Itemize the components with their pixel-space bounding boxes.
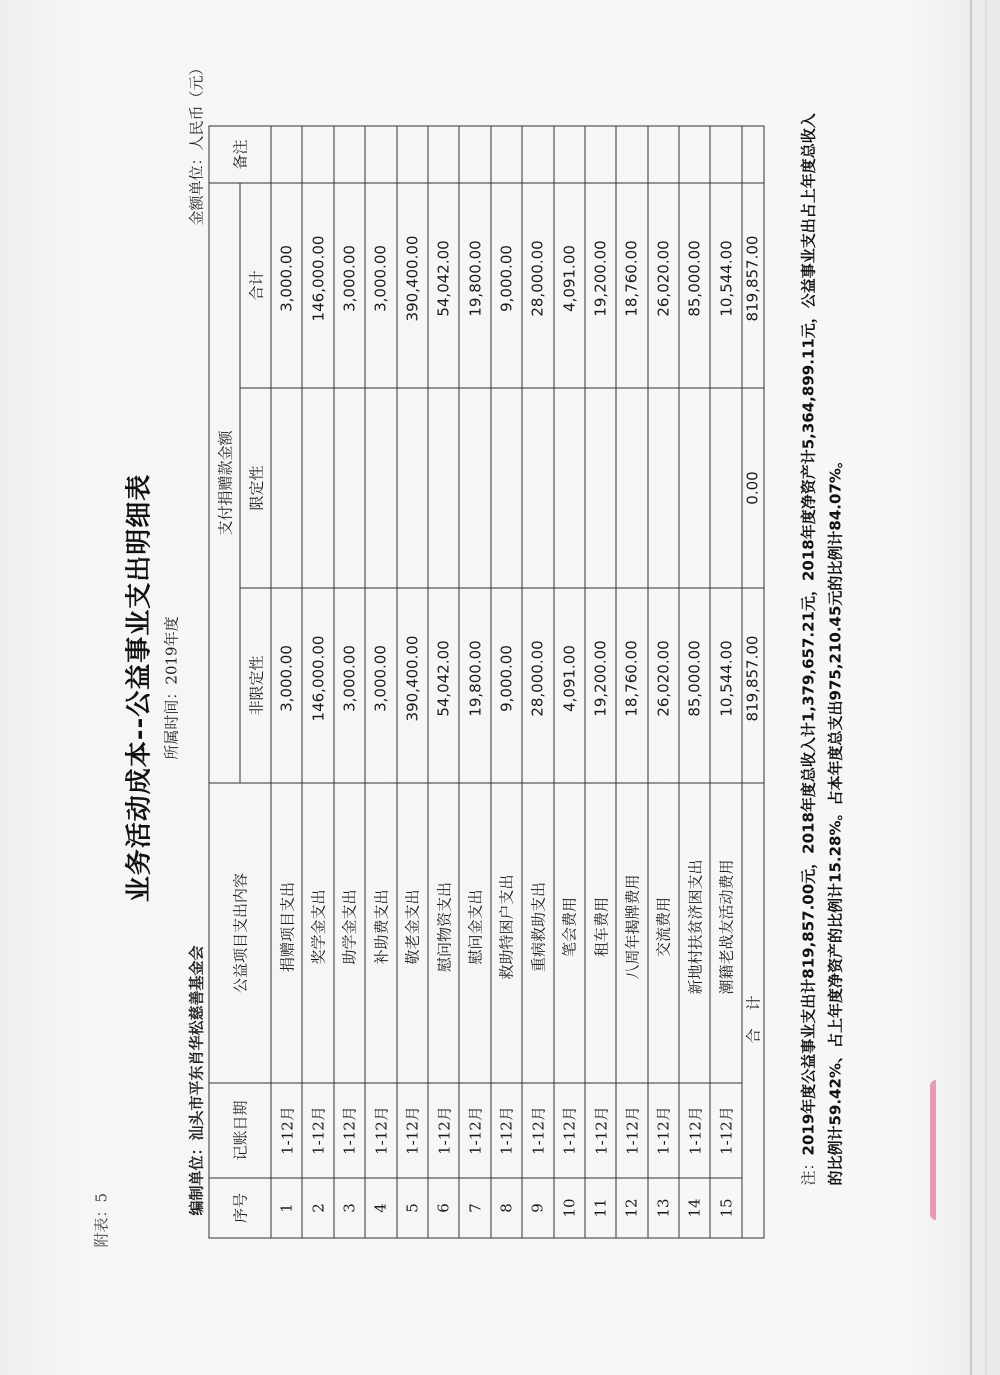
row-content: 助学金支出	[333, 783, 364, 1083]
row-total: 390,400.00	[396, 182, 427, 387]
row-date: 1-12月	[333, 1083, 364, 1178]
row-remark	[553, 125, 584, 182]
row-unrestricted: 4,091.00	[553, 588, 584, 783]
row-remark	[333, 125, 364, 182]
row-remark	[490, 125, 521, 182]
footnote	[795, 105, 849, 1185]
row-unrestricted: 54,042.00	[427, 588, 458, 783]
row-seq: 12	[616, 1178, 647, 1238]
header-seq: 序号	[209, 1178, 271, 1238]
row-date: 1-12月	[710, 1083, 741, 1178]
header-remark: 备注	[209, 125, 271, 182]
row-remark	[679, 125, 710, 182]
row-date: 1-12月	[679, 1083, 710, 1178]
row-seq: 9	[522, 1178, 553, 1238]
row-remark	[522, 125, 553, 182]
row-date: 1-12月	[647, 1083, 678, 1178]
row-content: 补助费支出	[365, 783, 396, 1083]
total-sum: 819,857.00	[741, 182, 763, 387]
row-date: 1-12月	[490, 1083, 521, 1178]
table-row	[616, 125, 647, 1237]
row-restricted	[710, 388, 741, 588]
row-content: 重病救助支出	[522, 783, 553, 1083]
row-restricted	[679, 388, 710, 588]
period-label: 所属时间：2019年度	[162, 615, 180, 760]
header-donation-group: 支付捐赠款金额	[209, 182, 240, 782]
row-unrestricted: 390,400.00	[396, 588, 427, 783]
row-unrestricted: 28,000.00	[522, 588, 553, 783]
row-restricted	[490, 388, 521, 588]
row-unrestricted: 85,000.00	[679, 588, 710, 783]
note-p7: 、占上年度净资产的比例计	[826, 882, 844, 1063]
note-v2: 1,379,657.21	[799, 610, 817, 722]
note-v3: 5,364,899.11	[799, 337, 817, 449]
table-row	[396, 125, 427, 1237]
row-seq: 11	[584, 1178, 615, 1238]
currency-unit-label: 金额单位：人民币（元）	[187, 59, 205, 225]
row-unrestricted: 18,760.00	[616, 588, 647, 783]
header-unrestricted: 非限定性	[240, 588, 271, 783]
row-content: 奖学金支出	[302, 783, 333, 1083]
row-content: 敬老金支出	[396, 783, 427, 1083]
row-restricted	[271, 388, 302, 588]
table-row	[710, 125, 741, 1237]
table-row	[490, 125, 521, 1237]
row-restricted	[333, 388, 364, 588]
table-row	[584, 125, 615, 1237]
row-date: 1-12月	[616, 1083, 647, 1178]
row-restricted	[427, 388, 458, 588]
table-row	[365, 125, 396, 1237]
row-content: 潮籍老战友活动费用	[710, 783, 741, 1083]
row-content: 捐赠项目支出	[271, 783, 302, 1083]
note-p6: 元，公益事业支出占上年度总收入的比例计	[799, 112, 844, 1185]
row-restricted	[616, 388, 647, 588]
row-total: 3,000.00	[365, 182, 396, 387]
row-total: 28,000.00	[522, 182, 553, 387]
row-unrestricted: 3,000.00	[333, 588, 364, 783]
note-p10: 。	[826, 452, 844, 468]
note-p9: 元的比例计	[826, 530, 844, 606]
row-remark	[710, 125, 741, 182]
header-subtotal: 合计	[240, 182, 271, 387]
table-row	[553, 125, 584, 1237]
row-total: 4,091.00	[553, 182, 584, 387]
row-date: 1-12月	[271, 1083, 302, 1178]
note-p1: 2019年度公益事业支出计	[799, 978, 817, 1155]
row-total: 54,042.00	[427, 182, 458, 387]
row-unrestricted: 3,000.00	[365, 588, 396, 783]
row-date: 1-12月	[553, 1083, 584, 1178]
note-v1: 819,857.00	[799, 883, 817, 979]
row-remark	[616, 125, 647, 182]
row-remark	[584, 125, 615, 182]
row-date: 1-12月	[522, 1083, 553, 1178]
row-total: 85,000.00	[679, 182, 710, 387]
row-seq: 13	[647, 1178, 678, 1238]
row-remark	[302, 125, 333, 182]
row-seq: 7	[459, 1178, 490, 1238]
note-p8: 。占本年度总支出	[826, 699, 844, 820]
row-content: 新地村扶贫济困支出	[679, 783, 710, 1083]
row-remark	[427, 125, 458, 182]
row-total: 3,000.00	[333, 182, 364, 387]
row-content: 交流费用	[647, 783, 678, 1083]
row-remark	[396, 125, 427, 182]
note-p4: 元，	[799, 580, 817, 611]
row-total: 3,000.00	[271, 182, 302, 387]
table-row	[302, 125, 333, 1237]
row-total: 18,760.00	[616, 182, 647, 387]
row-date: 1-12月	[584, 1083, 615, 1178]
total-row	[741, 125, 763, 1237]
row-date: 1-12月	[459, 1083, 490, 1178]
row-seq: 3	[333, 1178, 364, 1238]
total-restricted: 0.00	[741, 388, 763, 588]
stamp-mark	[930, 1080, 976, 1220]
row-content: 租车费用	[584, 783, 615, 1083]
row-restricted	[553, 388, 584, 588]
row-unrestricted: 19,800.00	[459, 588, 490, 783]
row-content: 慰问物资支出	[427, 783, 458, 1083]
row-content: 八周年揭牌费用	[616, 783, 647, 1083]
row-restricted	[522, 388, 553, 588]
row-seq: 10	[553, 1178, 584, 1238]
total-label: 合计	[741, 783, 763, 1238]
row-total: 10,544.00	[710, 182, 741, 387]
total-unrestricted: 819,857.00	[741, 588, 763, 783]
row-total: 19,800.00	[459, 182, 490, 387]
row-content: 救助特困户支出	[490, 783, 521, 1083]
note-prefix: 注：	[799, 1154, 817, 1185]
note-p3: 2018年度总收入计	[799, 721, 817, 854]
row-date: 1-12月	[302, 1083, 333, 1178]
header-restricted: 限定性	[240, 388, 271, 588]
row-seq: 2	[302, 1178, 333, 1238]
row-unrestricted: 3,000.00	[271, 588, 302, 783]
row-date: 1-12月	[365, 1083, 396, 1178]
org-unit-label: 编制单位：汕头市平东肖华松慈善基金会	[187, 944, 205, 1215]
row-seq: 8	[490, 1178, 521, 1238]
table-row	[271, 125, 302, 1237]
attachment-label: 附表：5	[92, 1192, 110, 1247]
row-seq: 15	[710, 1178, 741, 1238]
row-unrestricted: 9,000.00	[490, 588, 521, 783]
row-remark	[365, 125, 396, 182]
row-restricted	[584, 388, 615, 588]
total-remark	[741, 125, 763, 182]
expense-table	[208, 125, 764, 1238]
row-restricted	[459, 388, 490, 588]
note-v6: 975,210.45	[826, 605, 844, 700]
row-restricted	[647, 388, 678, 588]
row-unrestricted: 10,544.00	[710, 588, 741, 783]
row-seq: 4	[365, 1178, 396, 1238]
row-restricted	[365, 388, 396, 588]
row-content: 笔会费用	[553, 783, 584, 1083]
note-v4: 59.42%	[826, 1062, 844, 1125]
table-row	[647, 125, 678, 1237]
table-row	[522, 125, 553, 1237]
row-unrestricted: 19,200.00	[584, 588, 615, 783]
row-unrestricted: 146,000.00	[302, 588, 333, 783]
row-remark	[271, 125, 302, 182]
note-p2: 元，	[799, 853, 817, 884]
row-content: 慰问金支出	[459, 783, 490, 1083]
row-total: 19,200.00	[584, 182, 615, 387]
row-seq: 14	[679, 1178, 710, 1238]
row-date: 1-12月	[427, 1083, 458, 1178]
row-remark	[647, 125, 678, 182]
row-date: 1-12月	[396, 1083, 427, 1178]
row-seq: 1	[271, 1178, 302, 1238]
row-seq: 5	[396, 1178, 427, 1238]
table-row	[333, 125, 364, 1237]
row-restricted	[302, 388, 333, 588]
row-remark	[459, 125, 490, 182]
table-row	[679, 125, 710, 1237]
header-content: 公益项目支出内容	[209, 783, 271, 1083]
note-v7: 84.07%	[826, 467, 844, 531]
page-title: 业务活动成本--公益事业支出明细表	[124, 473, 154, 902]
row-unrestricted: 26,020.00	[647, 588, 678, 783]
row-total: 9,000.00	[490, 182, 521, 387]
row-total: 146,000.00	[302, 182, 333, 387]
header-date: 记账日期	[209, 1083, 271, 1178]
table-row	[459, 125, 490, 1237]
row-restricted	[396, 388, 427, 588]
note-p5: 2018年度净资产计	[799, 448, 817, 581]
row-total: 26,020.00	[647, 182, 678, 387]
table-row	[427, 125, 458, 1237]
note-v5: 15.28%	[826, 820, 844, 883]
row-seq: 6	[427, 1178, 458, 1238]
